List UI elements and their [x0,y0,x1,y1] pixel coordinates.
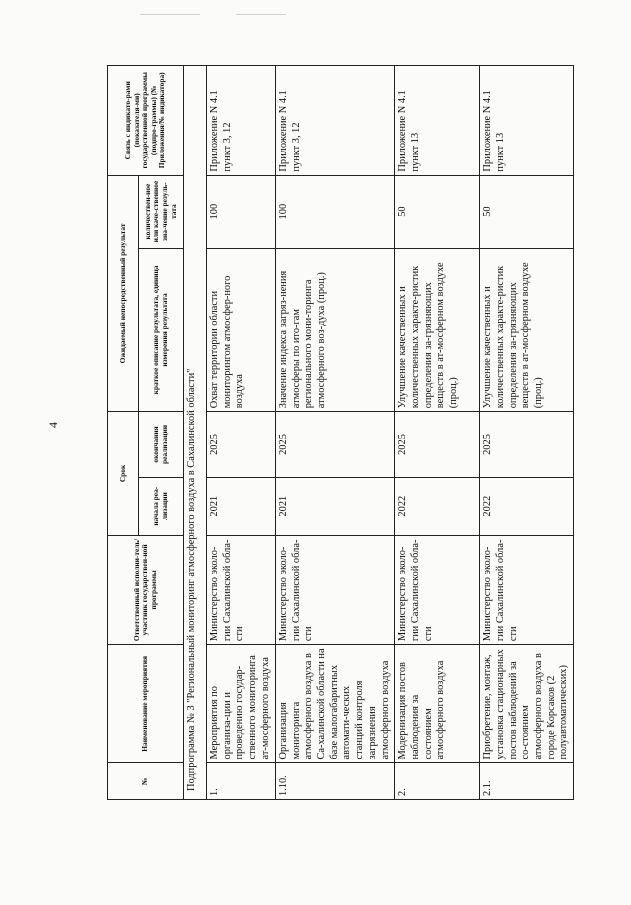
header-term-start: начала реа-лизации [139,477,184,535]
row-responsible: Министерство эколо-гии Сахалинской обла-сти [207,535,276,645]
row-start: 2021 [207,477,276,535]
row-name: Мероприятия по организа-ции и проведению государ-ственного мониторинга ат-мосферного воздуха [207,645,276,763]
row-num: 1.10. [276,763,395,800]
header-expected: Ожидаемый непосредственный результат [108,175,139,412]
subprogram-title: Подпрограмма № 3 "Региональный мониторинг атмосферного воздуха в Сахалинской области" [184,66,207,800]
header-term: Срок [108,412,139,535]
row-value: 100 [207,175,276,248]
row-link: Приложение N 4.1 пункт 3, 12 [207,66,276,176]
row-name: Организация мониторинга атмосферного воздуха в Са-халинской области на базе малогабаритных автомати-ческих станций контроля загрязнения атмосферного воздуха [276,645,395,763]
activities-table [107,65,574,800]
row-responsible: Министерство эколо-гии Сахалинской обла-сти [480,535,574,645]
row-responsible: Министерство эколо-гии Сахалинской обла-сти [395,535,480,645]
header-responsible: Ответственный исполни-тель/участник государствен-ной программы [108,535,184,645]
table-row [395,66,480,800]
row-start: 2021 [276,477,395,535]
row-end: 2025 [480,412,574,477]
row-desc: Значение индекса загряз-нения атмосферы по ито-гам регионального мони-торинга атмосферного воз-духа (проц.) [276,248,395,412]
header-row [108,66,139,800]
row-name: Модернизация постов наблюдения за состоянием атмосферного воздуха [395,645,480,763]
header-term-end: окончания реализации [139,412,184,477]
header-num: № [108,763,184,800]
row-value: 100 [276,175,395,248]
scan-mark [236,14,286,15]
row-link: Приложение N 4.1 пункт 3, 12 [276,66,395,176]
row-num: 2. [395,763,480,800]
scan-mark [140,14,200,15]
row-start: 2022 [395,477,480,535]
header-expected-qty: количествен-ное или каче-ственное зна-чение резуль-тата [139,175,184,248]
row-end: 2025 [395,412,480,477]
row-responsible: Министерство эколо-гии Сахалинской обла-сти [276,535,395,645]
table-row [207,66,276,800]
row-name: Приобретение, монтаж, установка стационарных постов наблюдений за со-стоянием атмосферного воздуха в городе Корсаков (2 полуавтоматических) [480,645,574,763]
table-row [276,66,395,800]
header-link: Связь с индикато-рами (показателя-ми) государственной программы (подпро-граммы) (№ Приложения/№ индикатора) [108,66,184,176]
header-expected-desc: краткое описание результата, единица измерения результата [139,248,184,412]
row-num: 1. [207,763,276,800]
row-value: 50 [395,175,480,248]
rotated-table-container [107,65,570,800]
row-link: Приложение N 4.1 пункт 13 [395,66,480,176]
row-link: Приложение N 4.1 пункт 13 [480,66,574,176]
row-end: 2025 [276,412,395,477]
row-start: 2022 [480,477,574,535]
row-end: 2025 [207,412,276,477]
subprogram-row [184,66,207,800]
row-value: 50 [480,175,574,248]
table-row [480,66,574,800]
row-desc: Охват территории области мониторингом атмосфер-ного воздуха [207,248,276,412]
row-desc: Улучшение качественных и количественных характе-ристик определения за-грязняющих веществ в ат-мосферном воздухе (проц.) [480,248,574,412]
header-name: Наименование мероприятия [108,645,184,763]
row-num: 2.1. [480,763,574,800]
row-desc: Улучшение качественных и количественных характе-ристик определения за-грязняющих веществ в ат-мосферном воздухе (проц.) [395,248,480,412]
page-number: 4 [46,422,60,428]
